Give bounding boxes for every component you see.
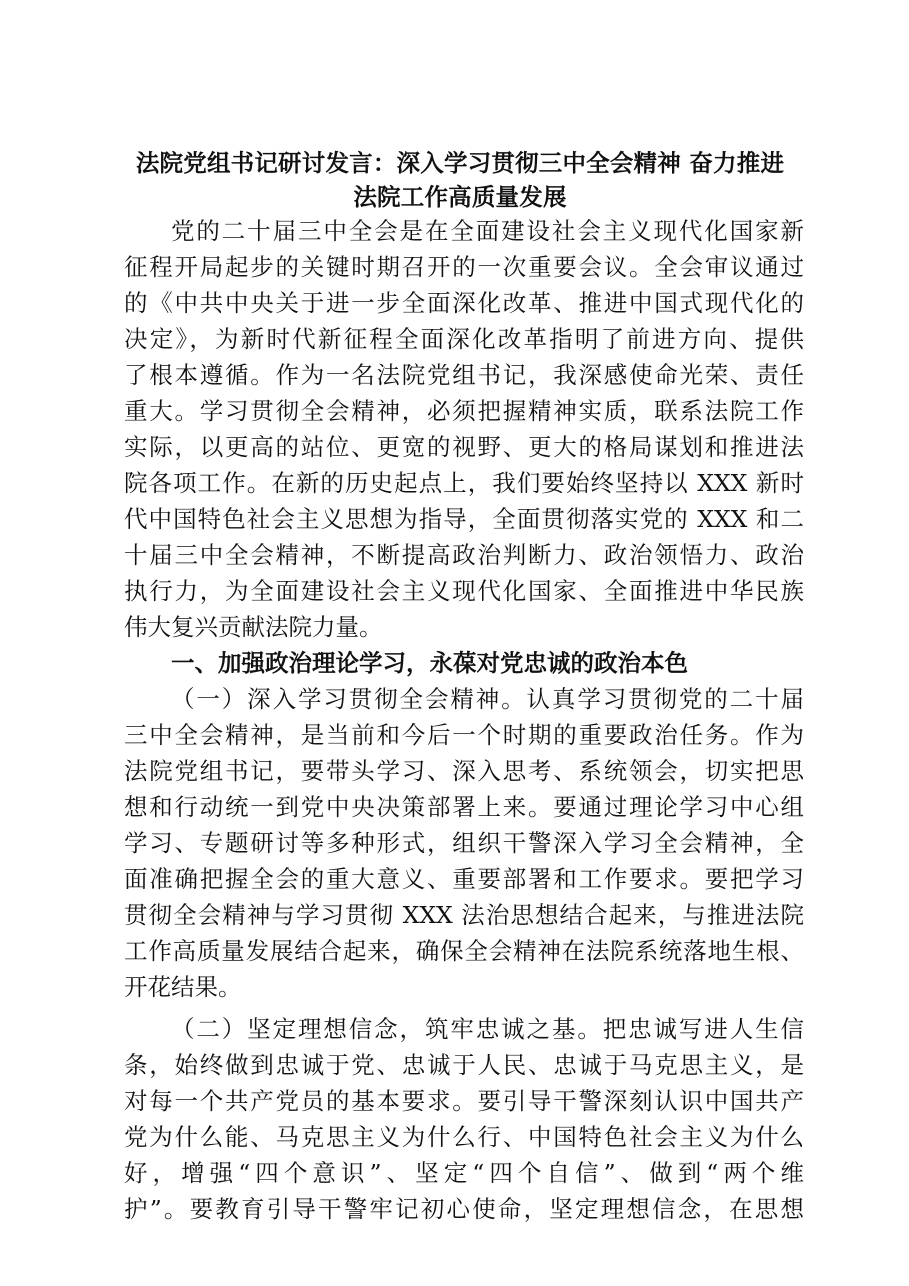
text-line: 贯彻全会精神与学习贯彻 XXX 法治思想结合起来，与推进法院 xyxy=(124,901,804,929)
intro-paragraph xyxy=(124,213,804,645)
text-line: 党为什么能、马克思主义为什么行、中国特色社会主义为什么 xyxy=(124,1123,804,1151)
text-line: （一）深入学习贯彻全会精神。认真学习贯彻党的二十届 xyxy=(171,685,804,713)
text-line: 伟大复兴贡献法院力量。 xyxy=(124,613,383,641)
text-line: 对每一个共产党员的基本要求。要引导干警深刻认识中国共产 xyxy=(124,1087,804,1115)
subsection-2-paragraph xyxy=(124,1011,804,1227)
text-line: 实际，以更高的站位、更宽的视野、更大的格局谋划和推进法 xyxy=(124,433,804,461)
subsection-1-paragraph xyxy=(124,681,804,1005)
text-line: 的《中共中央关于进一步全面深化改革、推进中国式现代化的 xyxy=(124,289,804,317)
text-line: 好，增强“四个意识”、坚定“四个自信”、做到“两个维 xyxy=(124,1159,804,1187)
text-line: 院各项工作。在新的历史起点上，我们要始终坚持以 XXX 新时 xyxy=(124,469,804,497)
text-line: 学习、专题研讨等多种形式，组织干警深入学习全会精神，全 xyxy=(124,829,804,857)
text-line: 代中国特色社会主义思想为指导，全面贯彻落实党的 XXX 和二 xyxy=(124,505,804,533)
title-line-1: 法院党组书记研讨发言：深入学习贯彻三中全会精神 奋力推进 xyxy=(135,149,785,177)
text-line: 条，始终做到忠诚于党、忠诚于人民、忠诚于马克思主义，是 xyxy=(124,1051,804,1079)
text-line: 护”。要教育引导干警牢记初心使命，坚定理想信念，在思想 xyxy=(124,1195,804,1223)
title-line-2: 法院工作高质量发展 xyxy=(353,183,567,211)
text-line: 想和行动统一到党中央决策部署上来。要通过理论学习中心组 xyxy=(124,793,804,821)
text-line: 开花结果。 xyxy=(124,973,242,1001)
text-line: 了根本遵循。作为一名法院党组书记，我深感使命光荣、责任 xyxy=(124,361,804,389)
text-line: 三中全会精神，是当前和今后一个时期的重要政治任务。作为 xyxy=(124,721,804,749)
text-line: 十届三中全会精神，不断提高政治判断力、政治领悟力、政治 xyxy=(124,541,804,569)
text-line: 决定》，为新时代新征程全面深化改革指明了前进方向、提供 xyxy=(124,325,804,353)
text-line: 党的二十届三中全会是在全面建设社会主义现代化国家新 xyxy=(171,217,804,245)
text-line: 法院党组书记，要带头学习、深入思考、系统领会，切实把思 xyxy=(124,757,804,785)
text-line: 工作高质量发展结合起来，确保全会精神在法院系统落地生根、 xyxy=(124,937,804,965)
document-body xyxy=(124,213,804,1227)
text-line: 执行力，为全面建设社会主义现代化国家、全面推进中华民族 xyxy=(124,577,804,605)
text-line: 重大。学习贯彻全会精神，必须把握精神实质，联系法院工作 xyxy=(124,397,804,425)
text-line: 面准确把握全会的重大意义、重要部署和工作要求。要把学习 xyxy=(124,865,804,893)
text-line: （二）坚定理想信念，筑牢忠诚之基。把忠诚写进人生信 xyxy=(171,1015,804,1043)
document-title xyxy=(100,146,820,214)
text-line: 征程开局起步的关键时期召开的一次重要会议。全会审议通过 xyxy=(124,253,804,281)
section-heading: 一、加强政治理论学习，永葆对党忠诚的政治本色 xyxy=(171,649,688,677)
